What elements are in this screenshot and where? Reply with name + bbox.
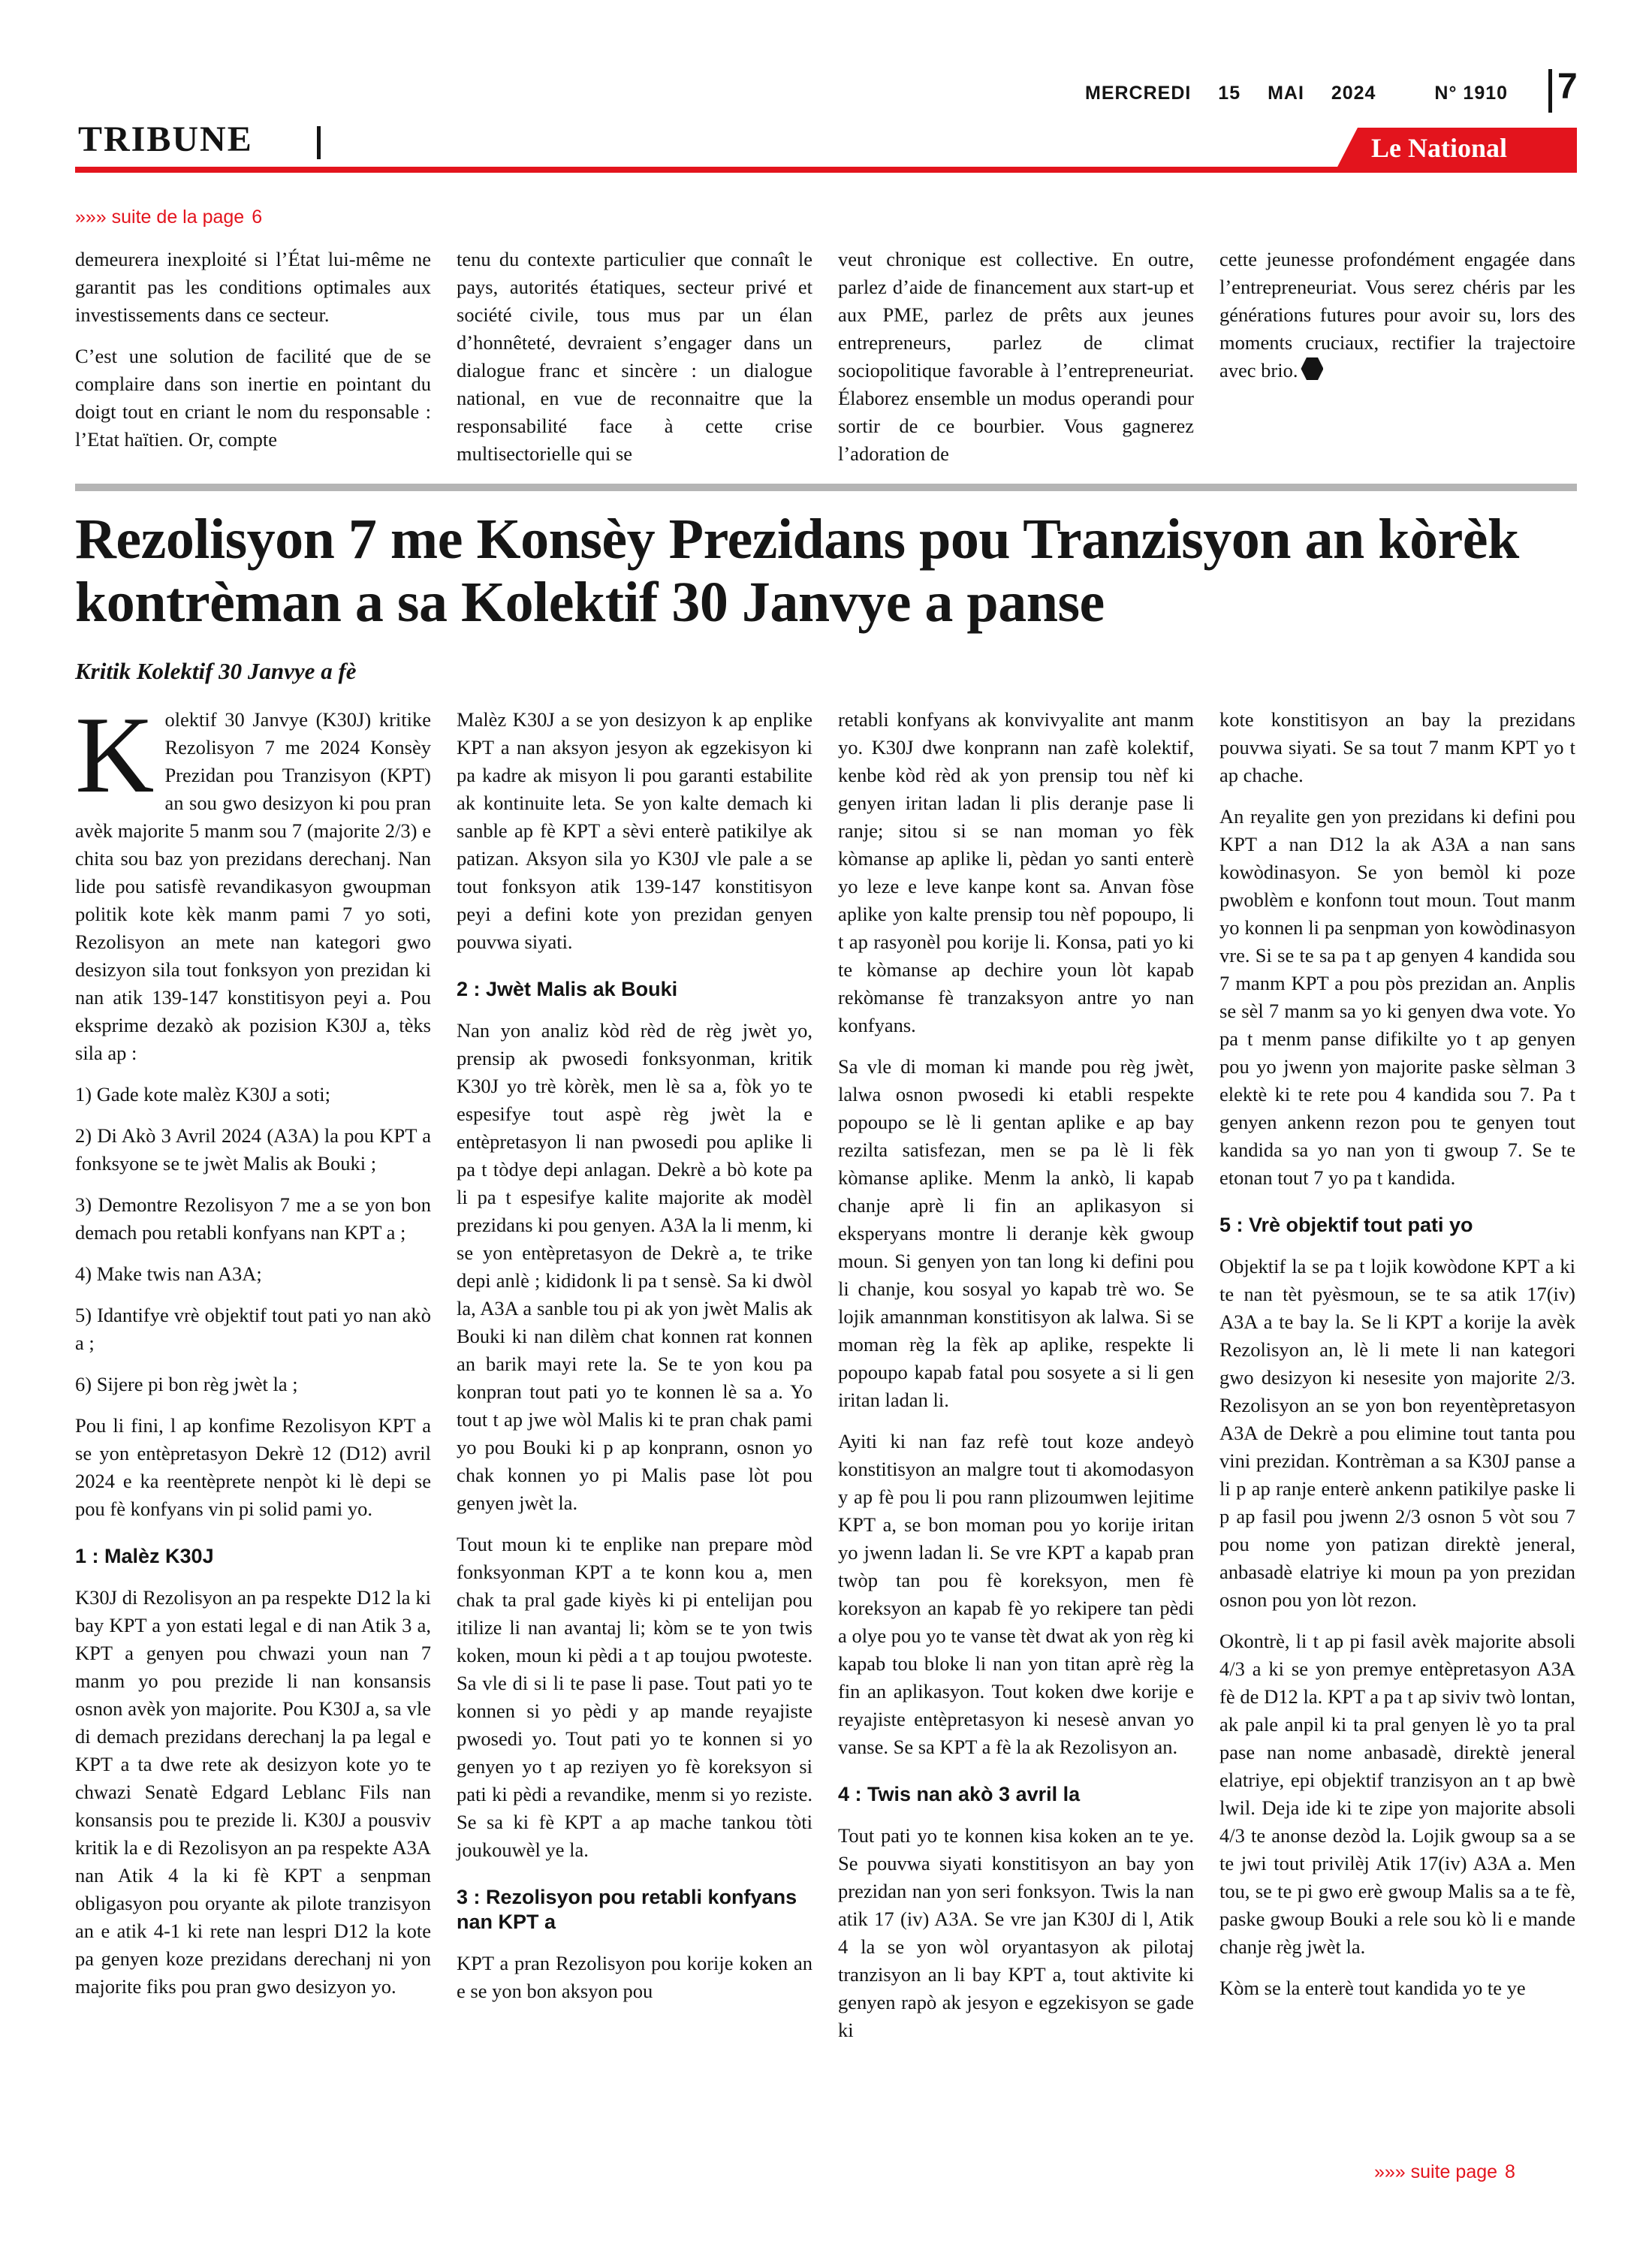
date-day: 15 <box>1218 83 1241 104</box>
paragraph: tenu du contexte particulier que connaît le pays, autorités étatiques, secteur privé et société civile, tous mus par un élan d’honnêteté, devraient s’engager dans un dialogue franc et sincère : un dialogue national, en vue de reconnaitre que la responsabilité face à cette crise multisectorielle qui se <box>457 248 812 465</box>
paragraph: Kòm se la enterè tout kandida yo te ye <box>1219 1977 1526 1999</box>
subheading: 4 : Twis nan akò 3 avril la <box>838 1783 1081 1805</box>
paragraph: kote konstitisyon an bay la prezidans pouvwa siyati. Se sa tout 7 manm KPT yo t ap chache. <box>1219 708 1575 786</box>
prev-article-col-2 <box>457 246 812 481</box>
article-col-2 <box>457 706 812 2019</box>
prev-article-col-3 <box>838 246 1194 481</box>
continued-from-page: 6 <box>252 207 263 228</box>
subheading: 2 : Jwèt Malis ak Bouki <box>457 978 678 1000</box>
brand-name: Le National <box>1371 133 1508 163</box>
section-title: TRIBUNE <box>78 119 253 159</box>
paragraph <box>1219 246 1575 385</box>
paragraph: Objektif la se pa t lojik kowòdone KPT a ki te nan tèt pyèsmoun, se te sa atik 17(iv) A3A a te bay la. Se li KPT a korije la avèk Rezolisyon an, lè li mete li nan kategori gwo desizyon ki nesesite yon majorite 2/3. Rezolisyon an se yon bon reyentèpretasyon A3A de Dekrè a pou elimine tout tanta pou vini prezidan. Kontrèman a sa K30J panse a li p ap ranje enterè ankenn patikilye paske li p ap fasil pou jwenn 2/3 osnon 5 vòt sou 7 pou nome yon patizan direktè jeneral, anbasadè elatriye ki moun pa yon prezidan osnon pou yon lòt rezon. <box>1219 1255 1575 1611</box>
drop-cap: K <box>75 694 155 816</box>
article-divider <box>75 484 1577 491</box>
paragraph: Ayiti ki nan faz refè tout koze andeyò konstitisyon an malgre tout ti akomodasyon y ap fè pou li pou rann plizoumwen lejitime KPT a, se bon moman pou yo korije iritan yo jwenn ladan li. Se vre KPT a kapab pran twòp tan pou fè koreksyon, men fè koreksyon an kapab fè yo rekipere tan pèdi a olye pou yo te vanse tèt dwat ak yon règ ki kapab tou bloke li nan yon titan aprè règ la fin an aplikasyon. Tout koken dwe korije e reyajiste entèpretasyon ki nesesè anvan yo vanse. Se sa KPT a fè la ak Rezolisyon an. <box>838 1430 1194 1758</box>
prev-article-col-4 <box>1219 246 1575 398</box>
paragraph: Pou li fini, l ap konfime Rezolisyon KPT a se yon entèpretasyon Dekrè 12 (D12) avril 2024 e ka reentèprete nenpòt ki lè depi se pou fè konfyans vin pi solid pami yo. <box>75 1414 431 1520</box>
date-year: 2024 <box>1331 83 1376 104</box>
paragraph-text: cette jeunesse profondément engagée dans l’entrepreneuriat. Vous serez chéris par les générations futures pour avoir su, lors des moments cruciaux, rectifier la trajectoire avec brio. <box>1219 248 1575 382</box>
date-month: MAI <box>1268 83 1304 104</box>
paragraph: Tout moun ki te enplike nan prepare mòd fonksyonman KPT a te konn kou a, men chak ta pral gade kiyès ki pi entelijan pou itilize li nan avantaj li; kòm se te yon twis koken, moun ki pèdi a t ap toujou pwoteste. Sa vle di si li te pase li pase. Tout pati yo te konnen si yo pèdi y ap mande reyajiste pwosedi yo. Tout pati yo te konnen si yo genyen yo t ap reziyen yo fè koreksyon si pati ki pèdi a revandike, menm si yo reziste. Se sa ki fè KPT a ap mache tankou tòti joukouwèl ye la. <box>457 1533 812 1861</box>
list-item: 5) Idantifye vrè objektif tout pati yo nan akò a ; <box>75 1304 431 1354</box>
issue-date <box>1085 83 1529 104</box>
list-item: 6) Sijere pi bon règ jwèt la ; <box>75 1373 298 1395</box>
prev-article-col-1 <box>75 246 431 467</box>
paragraph: retabli konfyans ak konvivyalite ant manm yo. K30J dwe konprann nan zafè kolektif, kenbe kòd rèd ak yon prensip tou nèf ki genyen iritan ladan li plis deranje pase li ranje; sitou si se nan moman yo fèk kòmanse ap aplike li, pèdan yo santi enterè yo leze e leve kanpe kont sa. Anvan fòse aplike yon kalte prensip tou nèf popoupo, li t ap rasyonèl pou korije li. Konsa, pati yo ki te kòmanse ap dechire youn lòt kapab rekòmanse fè tranzaksyon antre yo nan konfyans. <box>838 708 1194 1036</box>
subheading: 3 : Rezolisyon pou retabli konfyans nan KPT a <box>457 1886 797 1933</box>
article-kicker: Kritik Kolektif 30 Janvye a fè <box>75 658 357 684</box>
list-item: 4) Make twis nan A3A; <box>75 1262 262 1285</box>
paragraph-text: olektif 30 Janvye (K30J) kritike Rezolisyon 7 me 2024 Konsèy Prezidan pou Tranzisyon (KPT) an sou gwo desizyon ki pou pran avèk majorite 5 manm sou 7 (majorite 2/3) e chita sou baz yon prezidans derechanj. Nan lide pou satisfè revandikasyon gwoupman politik kote kèk manm pami 7 yo soti, Rezolisyon an mete nan kategori gwo desizyon sila tout fonksyon yon prezidan ki nan atik 139-147 konstitisyon peyi a. Pou eksprime dezakò ak pozision K30J a, tèks sila ap : <box>75 708 431 1064</box>
subheading: 1 : Malèz K30J <box>75 1545 214 1567</box>
section-divider <box>317 126 321 159</box>
list-item: 2) Di Akò 3 Avril 2024 (A3A) la pou KPT a fonksyone se te jwèt Malis ak Bouki ; <box>75 1124 431 1175</box>
paragraph: Sa vle di moman ki mande pou règ jwèt, lalwa osnon pwosedi ki etabli respekte popoupo se lè li gentan aplike e ap bay rezilta satisfezan, men se pa lè li fèk kòmanse aplike. Menm la ankò, li kapab chanje aprè li fin an aplikasyon si eksperyans montre li deranje kèk gwoup moun. Si genyen yon tan long ki defini pou li chanje, kou sosyal yo kapab trè wo. Se lojik amannman konstitisyon ak lalwa. Si se moman règ la fèk ap aplike, respekte li popoupo kapab fatal pou sosyete a si li gen iritan ladan li. <box>838 1055 1194 1411</box>
paragraph: Nan yon analiz kòd rèd de règ jwèt yo, prensip ak pwosedi fonksyonman, kritik K30J yo trè kòrèk, men lè sa a, fòk yo te espesifye tout aspè règ jwèt la e entèpretasyon li nan pwosedi pou aplike li pa t tòdye depi anlagan. Dekrè a bò kote pa li pa t espesifye kalite majorite ak modèl prezidans ki pou genyen. A3A la li menm, ki se yon entèpretasyon de Dekrè a, te trike depi anlè ; kididonk li pa t sensè. Sa ki dwòl la, A3A a sanble tou pi ak yon jwèt Malis ak Bouki ki nan dilèm chat konnen rat konnen an barik mayi rete la. Se te yon kou pa konpran tout pati yo te konnen lè sa a. Yo tout t ap jwe wòl Malis ki te pran chak pami yo pou Bouki ki p ap konprann, osnon yo chak konnen yo pi Malis pase lòt pou genyen jwèt la. <box>457 1019 812 1514</box>
article-col-4 <box>1219 706 1575 2016</box>
paragraph: KPT a pran Rezolisyon pou korije koken an e se yon bon aksyon pou <box>457 1952 812 2002</box>
paragraph: Malèz K30J a se yon desizyon k ap enplike KPT a nan aksyon jesyon ak egzekisyon ki pa kadre ak misyon li pou garanti estabilite ak kontinuite leta. Se yon kalte demach ki sanble ap fè KPT a sèvi enterè patikilye ak patizan. Aksyon sila yo K30J vle pale a se tout fonksyon atik 139-147 konstitisyon peyi a defini kote yon prezidan genyen pouvwa siyati. <box>457 708 812 953</box>
paragraph: veut chronique est collective. En outre, parlez d’aide de financement aux start-up et aux PME, parlez de prêts aux jeunes entrepreneurs, parlez de climat sociopolitique favorable à l’entrepreneuriat. Élaborez ensemble un modus operandi pour sortir de ce bourbier. Vous gagnerez l’adoration de <box>838 248 1194 465</box>
paragraph: An reyalite gen yon prezidans ki defini pou KPT a nan D12 la ak A3A a nan sans kowòdinasyon. Se yon bemòl ki poze pwoblèm e konfonn tout moun. Tout manm yo konnen li pa senpman yon kowòdinasyon vre. Si se te sa pa t ap genyen 4 kandida sou 7 manm KPT a pou pòs prezidan an. Anplis se sèl 7 manm sa yo ki genyen dwa vote. Yo pa t menm panse difikilte yo t ap genyen pou yo jwenn yon majorite paske sèlman 3 elektè ki te rete pou 4 kandida sou 7. Pa t genyen ankenn rezon pou te genyen tout kandida sa yo nan yon ti gwoup 7. Se te etonan tout 7 yo pa t kandida. <box>1219 805 1575 1189</box>
continued-from[interactable] <box>75 207 262 228</box>
paragraph: K30J di Rezolisyon an pa respekte D12 la ki bay KPT a yon estati legal e di nan Atik 3 a, KPT a genyen pou chwazi youn nan 7 manm yo pou prezide li nan konsansis osnon avèk yon majorite. Pou K30J a, sa vle di demach prezidans derechanj la pa legal e KPT a ta dwe rete ak desizyon kote yo te chwazi Senatè Edgard Leblanc Fils nan konsansis pou te prezide li. K30J a pousviv kritik la e di Rezolisyon an pa respekte A3A nan Atik 4 la ki fè KPT a senpman obligasyon pou oryante ak pilote tranzisyon an e atik 4-1 ki rete nan lespri D12 la kote pa genyen koze prezidans derechanj ni yon majorite fiks pou pran gwo desizyon yo. <box>75 1586 431 1998</box>
continued-from-text: »»» suite de la page <box>75 207 245 228</box>
continued-to[interactable] <box>1374 2161 1515 2183</box>
page-number-divider <box>1548 69 1552 113</box>
article-headline: Rezolisyon 7 me Konsèy Prezidans pou Tranzisyon an kòrèk kontrèman a sa Kolektif 30 Janvye a panse <box>75 508 1519 634</box>
paragraph: Okontrè, li t ap pi fasil avèk majorite absoli 4/3 a ki se yon premye entèpretasyon A3A fè de D12 la. KPT a pa t ap siviv twò lontan, ak pale anpil ki ta pral genyen lè yo ta pral pase nan nome anbasadè, direktè jeneral elatriye, epi objektif tranzisyon an t ap bwè lwil. Deja ide ki te zipe yon majorite absoli 4/3 te anonse dezòd la. Lojik gwoup sa a se te jwi tout privilèj Atik 17(iv) A3A a. Men tou, se te pi gwo erè gwoup Malis sa a te fè, paske gwoup Bouki a rele sou kò li e mande chanje règ jwèt la. <box>1219 1630 1575 1958</box>
list-item: 1) Gade kote malèz K30J a soti; <box>75 1083 330 1105</box>
paragraph: C’est une solution de facilité que de se complaire dans son inertie en pointant du doigt tout en criant le nom du responsable : l’Etat haïtien. Or, compte <box>75 345 431 451</box>
subheading: 5 : Vrè objektif tout pati yo <box>1219 1214 1473 1236</box>
article-col-1 <box>75 694 431 2014</box>
paragraph: Tout pati yo te konnen kisa koken an te ye. Se pouvwa siyati konstitisyon an bay yon prezidan nan yon seri fonksyon. Twis la nan atik 17 (iv) A3A. Se vre jan K30J di l, Atik 4 la se yon wòl oryantasyon ak pilotaj tranzisyon an li bay KPT a, tout aktivite ki genyen rapò ak jesyon e egzekisyon se gade ki <box>838 1824 1194 2041</box>
continued-to-page: 8 <box>1505 2161 1515 2182</box>
list-item: 3) Demontre Rezolisyon 7 me a se yon bon demach pou retabli konfyans nan KPT a ; <box>75 1193 431 1244</box>
lead-paragraph <box>75 694 431 1067</box>
paragraph: demeurera inexploité si l’État lui-même ne garantit pas les conditions optimales aux investissements dans ce secteur. <box>75 248 431 326</box>
article-col-3 <box>838 706 1194 2058</box>
continued-to-text: »»» suite page <box>1374 2161 1498 2182</box>
issue-number: N° 1910 <box>1434 83 1509 104</box>
end-mark-icon <box>1301 357 1323 380</box>
weekday: MERCREDI <box>1085 83 1192 104</box>
page-number: 7 <box>1557 67 1578 107</box>
